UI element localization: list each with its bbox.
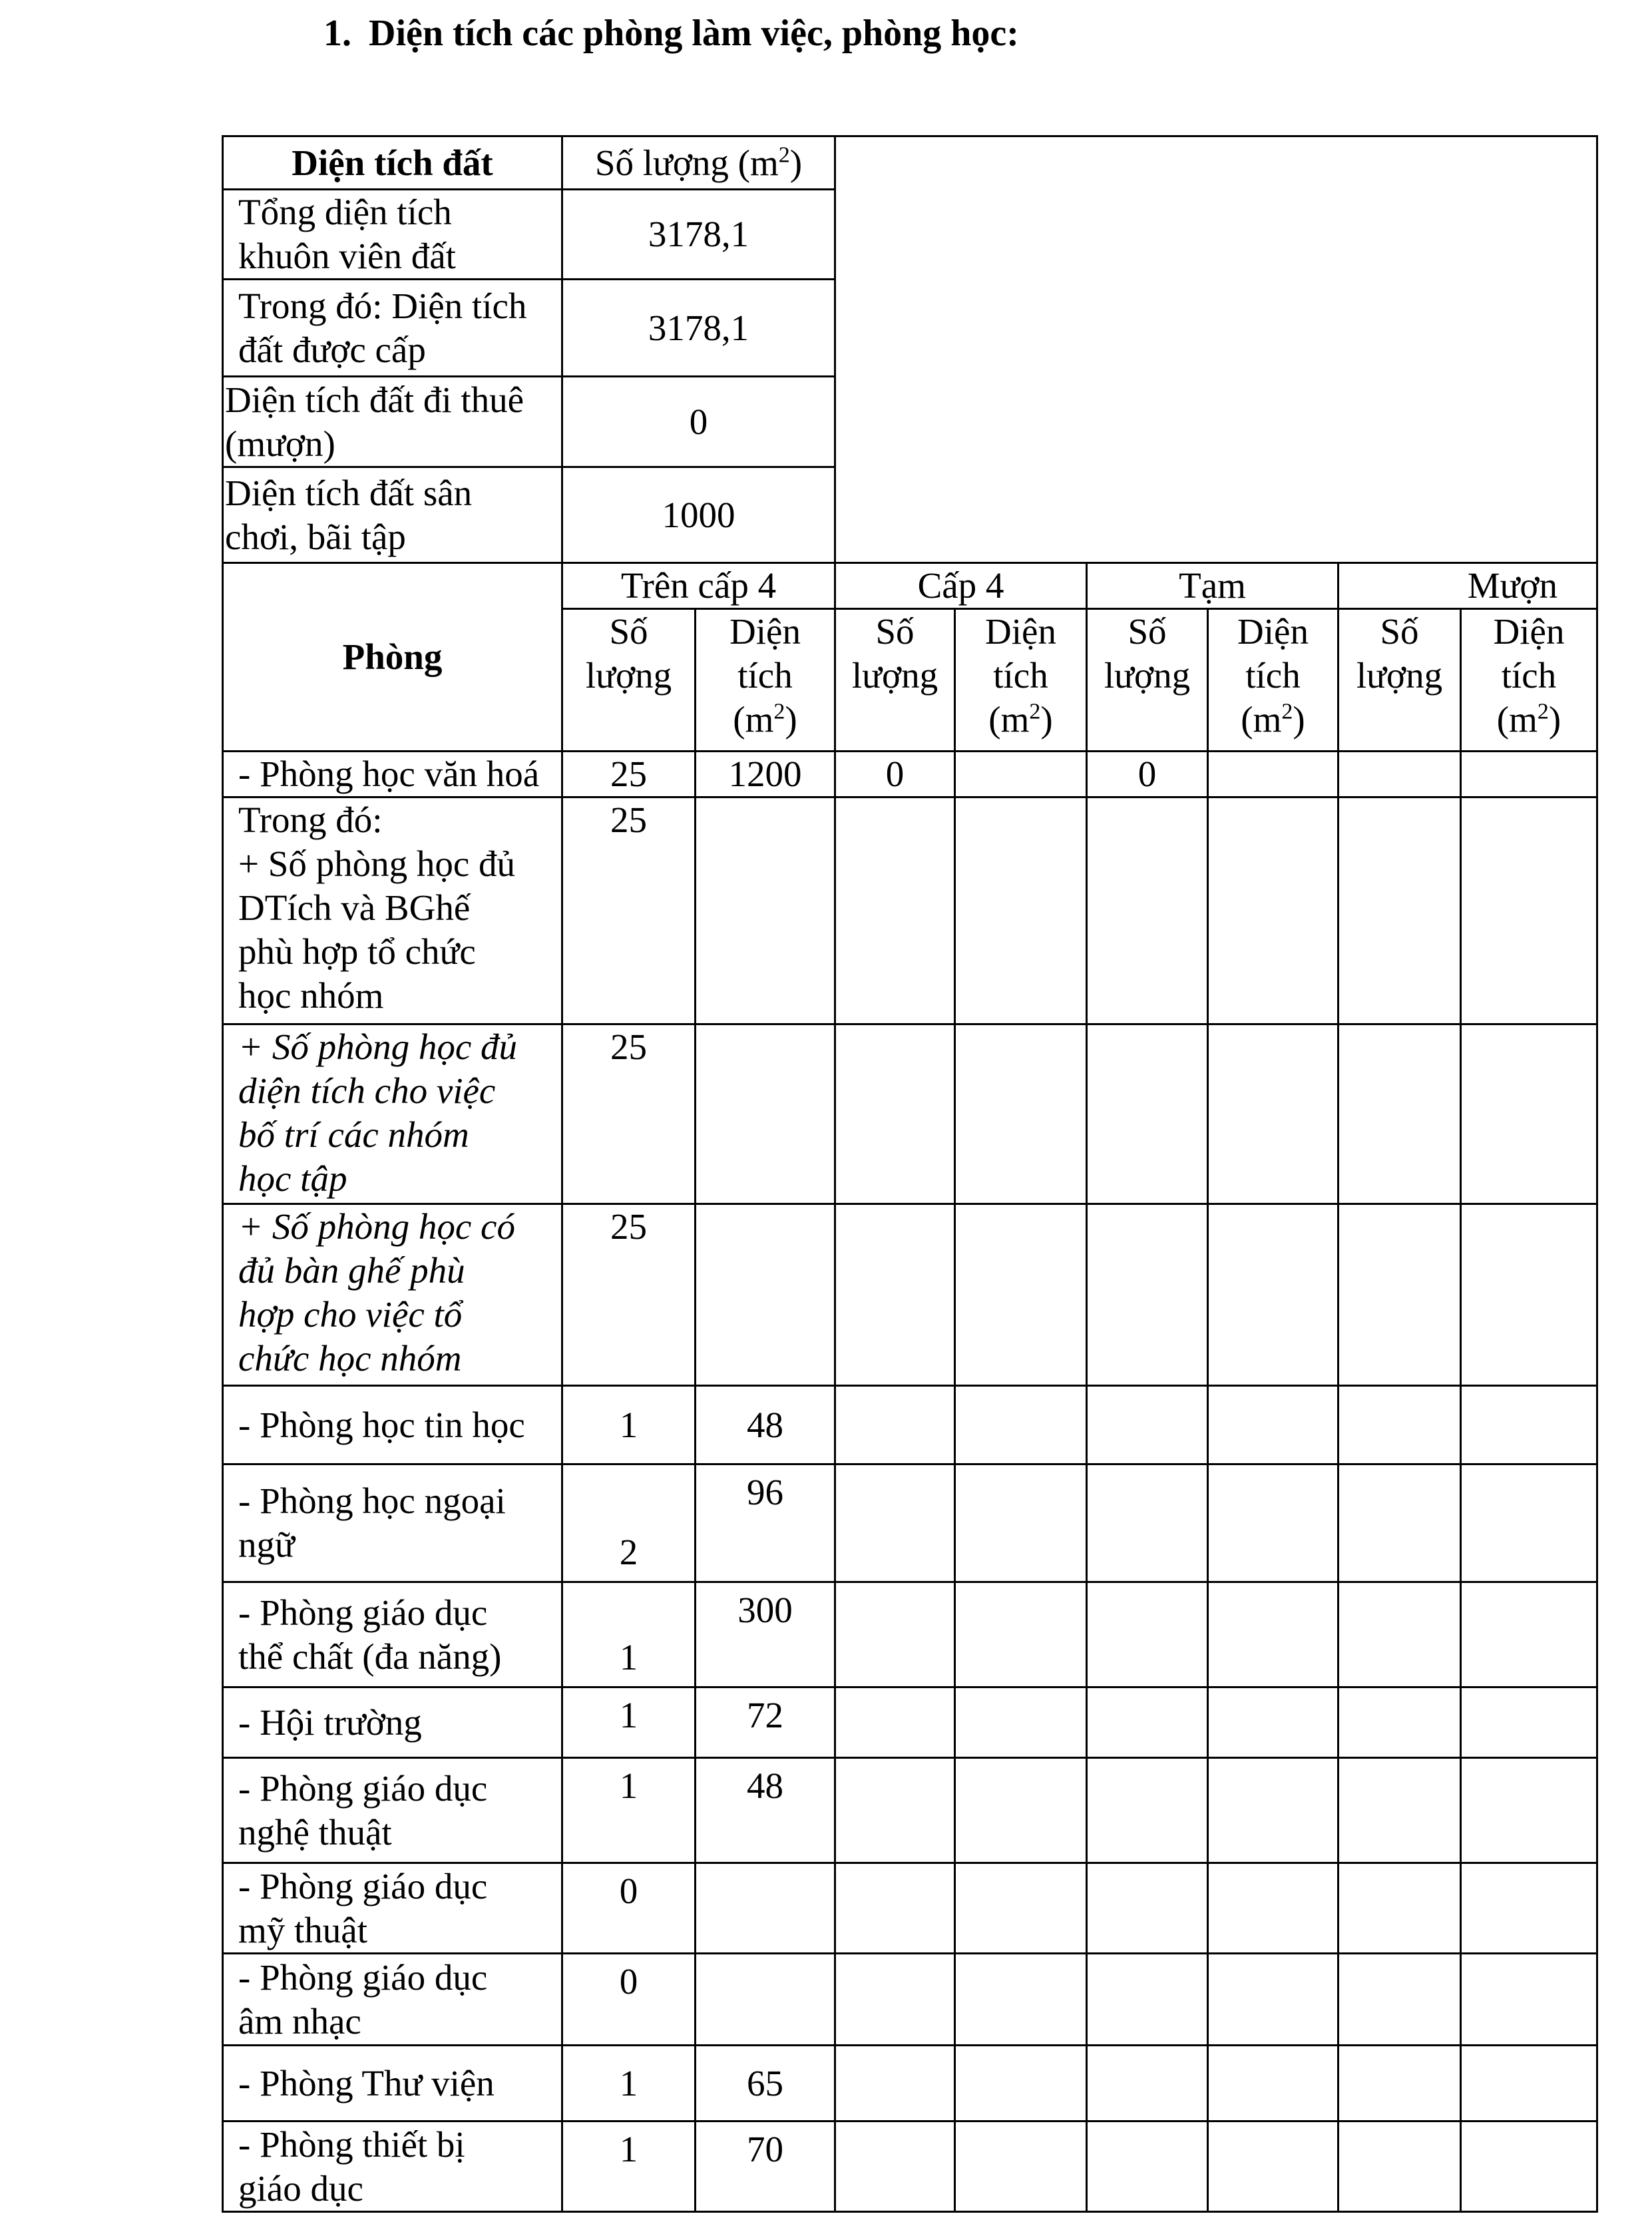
section-number: 1.: [323, 13, 351, 54]
room-count-cell: [1087, 797, 1208, 1024]
room-count-cell: [1339, 1204, 1461, 1386]
room-count-cell: 0: [1087, 752, 1208, 797]
room-area-cell: [1461, 1863, 1597, 1954]
land-blank-area: [835, 136, 1597, 563]
land-row-label-line: Diện tích đất đi thuê: [225, 379, 524, 420]
subheader-count-line: Số: [1380, 611, 1419, 652]
room-row-label-line: + Số phòng học đủ: [238, 843, 516, 884]
room-count-cell: [835, 1386, 955, 1464]
room-area-cell: 300: [696, 1582, 835, 1687]
subheader-area: [1461, 609, 1597, 752]
subheader-count: [1339, 609, 1461, 752]
room-count-cell: [1087, 1954, 1208, 2046]
room-area-cell: [696, 1863, 835, 1954]
room-row-label-line: bố trí các nhóm: [238, 1114, 469, 1155]
room-area-cell: 48: [696, 1758, 835, 1863]
room-area-cell: [696, 797, 835, 1024]
subheader-area-line: tích: [993, 655, 1048, 696]
room-row-label: [223, 1464, 562, 1582]
room-area-cell: [1208, 2121, 1339, 2212]
room-area-cell: [955, 797, 1087, 1024]
room-row-label-line: - Phòng giáo dục: [238, 1956, 488, 1998]
room-area-cell: [1461, 1954, 1597, 2046]
subheader-area-line: tích: [737, 655, 793, 696]
room-count-cell: [1339, 752, 1461, 797]
room-row: [223, 1758, 1597, 1863]
room-row-label-line: giáo dục: [238, 2167, 363, 2209]
room-count-cell: 25: [562, 1024, 696, 1204]
room-row-label-line: học nhóm: [238, 975, 384, 1016]
subheader-area-line: tích: [1245, 655, 1301, 696]
land-row-label-line: Tổng diện tích: [238, 192, 452, 232]
room-row-label-line: + Số phòng học đủ: [238, 1026, 518, 1067]
room-count-cell: [835, 1464, 955, 1582]
room-row: [223, 1386, 1597, 1464]
room-area-cell: 1200: [696, 752, 835, 797]
room-count-cell: [1339, 1758, 1461, 1863]
group-header-tam: Tạm: [1087, 563, 1339, 609]
room-area-cell: [955, 2121, 1087, 2212]
room-area-cell: [696, 1954, 835, 2046]
room-count-cell: 1: [562, 2121, 696, 2212]
room-row: [223, 1464, 1597, 1582]
room-row-label-line: đủ bàn ghế phù: [238, 1250, 465, 1291]
room-row-label-line: ngữ: [238, 1524, 295, 1565]
room-area-cell: [1461, 752, 1597, 797]
room-row-label: [223, 1204, 562, 1386]
subheader-count-line: Số: [1128, 611, 1167, 652]
room-area-cell: [1461, 1687, 1597, 1758]
room-count-cell: [835, 1954, 955, 2046]
room-count-cell: [1087, 1863, 1208, 1954]
room-row-label: [223, 752, 562, 797]
subheader-area: [696, 609, 835, 752]
subheader-count: [835, 609, 955, 752]
room-area-cell: [955, 2046, 1087, 2121]
room-header-label: Phòng: [223, 563, 562, 752]
room-row-label: [223, 2121, 562, 2212]
subheader-area-line: Diện: [1237, 611, 1309, 652]
room-area-cell: [955, 1758, 1087, 1863]
room-row: [223, 1582, 1597, 1687]
subheader-count-line: Số: [875, 611, 915, 652]
room-area-cell: [1461, 797, 1597, 1024]
room-count-cell: [835, 1024, 955, 1204]
room-count-cell: [1339, 1024, 1461, 1204]
room-area-cell: 65: [696, 2046, 835, 2121]
room-row-label-line: chức học nhóm: [238, 1338, 462, 1379]
land-header-value: Số lượng $(m^2)$: [562, 136, 835, 190]
room-area-cell: [955, 1863, 1087, 1954]
room-count-cell: 1: [562, 2046, 696, 2121]
room-area-cell: [1208, 1386, 1339, 1464]
room-count-cell: 1: [562, 1582, 696, 1687]
room-count-cell: 0: [562, 1954, 696, 2046]
room-count-cell: [1087, 1024, 1208, 1204]
room-row: [223, 2121, 1597, 2212]
room-row-label-line: thể chất (đa năng): [238, 1636, 502, 1677]
room-count-cell: [1339, 2121, 1461, 2212]
room-row-label: [223, 1758, 562, 1863]
room-area-cell: [1208, 1024, 1339, 1204]
room-count-cell: [835, 1758, 955, 1863]
room-row-label-line: - Phòng giáo dục: [238, 1592, 488, 1633]
group-header-tren-cap-4: Trên cấp 4: [562, 563, 835, 609]
room-area-cell: [1208, 1954, 1339, 2046]
room-area-cell: [1461, 1464, 1597, 1582]
room-area-cell: [1208, 1464, 1339, 1582]
room-row-label: [223, 1954, 562, 2046]
land-row-label-line: khuôn viên đất: [238, 236, 456, 276]
room-count-cell: [1087, 1758, 1208, 1863]
subheader-area-unit: $(m^2)$: [1496, 699, 1561, 740]
room-count-cell: [1339, 1954, 1461, 2046]
subheader-area-line: Diện: [729, 611, 801, 652]
room-row-label-line: Trong đó:: [238, 799, 383, 840]
room-row-label: [223, 1386, 562, 1464]
facilities-table: [222, 135, 1598, 2213]
room-row-label-line: nghệ thuật: [238, 1811, 392, 1853]
room-count-cell: [1339, 1582, 1461, 1687]
room-area-cell: [955, 1204, 1087, 1386]
room-count-cell: [1087, 1204, 1208, 1386]
room-row-label-line: âm nhạc: [238, 2000, 361, 2042]
land-row-value: 3178,1: [562, 280, 835, 377]
room-area-cell: [955, 1464, 1087, 1582]
room-count-cell: [1339, 2046, 1461, 2121]
room-row: [223, 2046, 1597, 2121]
room-count-cell: [1339, 1386, 1461, 1464]
subheader-count: [562, 609, 696, 752]
room-count-cell: [1339, 797, 1461, 1024]
subheader-area-unit: $(m^2)$: [733, 699, 797, 740]
subheader-area-line: tích: [1501, 655, 1557, 696]
room-group-header-row: [223, 563, 1597, 609]
room-count-cell: [835, 1863, 955, 1954]
room-row: [223, 1863, 1597, 1954]
room-row-label-line: phù hợp tổ chức: [238, 931, 476, 972]
room-area-cell: [1461, 1024, 1597, 1204]
subheader-count-line: lượng: [585, 655, 672, 696]
room-count-cell: [1087, 1582, 1208, 1687]
subheader-area: [1208, 609, 1339, 752]
room-area-cell: [955, 1386, 1087, 1464]
room-row: [223, 1024, 1597, 1204]
room-count-cell: 1: [562, 1758, 696, 1863]
land-row-label-line: đất được cấp: [238, 329, 426, 370]
room-count-cell: 2: [562, 1464, 696, 1582]
land-row-label: [223, 467, 562, 563]
room-count-cell: 25: [562, 752, 696, 797]
room-row-label: [223, 797, 562, 1024]
room-count-cell: [835, 2121, 955, 2212]
room-row-label-line: hợp cho việc tổ: [238, 1294, 463, 1335]
room-row: [223, 797, 1597, 1024]
subheader-area: [955, 609, 1087, 752]
room-area-cell: [1461, 1758, 1597, 1863]
land-row-label: [223, 377, 562, 467]
land-row-value: 3178,1: [562, 190, 835, 280]
room-count-cell: [1087, 1464, 1208, 1582]
land-row-value: 0: [562, 377, 835, 467]
room-area-cell: [955, 752, 1087, 797]
room-row-label-line: - Phòng thiết bị: [238, 2123, 465, 2165]
room-row: [223, 1204, 1597, 1386]
group-header-cap-4: Cấp 4: [835, 563, 1087, 609]
room-area-cell: [1461, 1582, 1597, 1687]
room-row-label: [223, 1863, 562, 1954]
land-row-label-line: (mượn): [225, 423, 335, 464]
room-area-cell: [1208, 797, 1339, 1024]
room-area-cell: [1208, 752, 1339, 797]
room-row-label: [223, 1024, 562, 1204]
room-count-cell: [1087, 1687, 1208, 1758]
land-row-label-line: chơi, bãi tập: [225, 516, 406, 557]
room-area-cell: [1208, 2046, 1339, 2121]
room-count-cell: [1339, 1464, 1461, 1582]
land-row-label-line: Diện tích đất sân: [225, 472, 473, 513]
room-area-cell: 70: [696, 2121, 835, 2212]
room-area-cell: 96: [696, 1464, 835, 1582]
room-area-cell: [1461, 1204, 1597, 1386]
room-count-cell: 1: [562, 1386, 696, 1464]
room-row-label: [223, 1687, 562, 1758]
room-row: [223, 752, 1597, 797]
room-area-cell: [696, 1024, 835, 1204]
room-area-cell: 48: [696, 1386, 835, 1464]
room-row-label: [223, 1582, 562, 1687]
section-heading: [323, 12, 1019, 55]
land-header-row: [223, 136, 1597, 190]
room-count-cell: [1087, 2046, 1208, 2121]
room-count-cell: [1087, 1386, 1208, 1464]
room-area-cell: [1208, 1863, 1339, 1954]
land-row-label: [223, 190, 562, 280]
room-count-cell: [835, 797, 955, 1024]
section-title: Diện tích các phòng làm việc, phòng học:: [369, 13, 1019, 54]
subheader-area-unit: $(m^2)$: [1241, 699, 1305, 740]
room-count-cell: 25: [562, 797, 696, 1024]
room-row-label-line: diện tích cho việc: [238, 1070, 496, 1111]
room-count-cell: [835, 1687, 955, 1758]
land-row-value: 1000: [562, 467, 835, 563]
room-row-label-line: học tập: [238, 1158, 347, 1199]
room-row-label-line: + Số phòng học có: [238, 1206, 515, 1247]
room-row-label-line: DTích và BGhế: [238, 887, 471, 928]
room-row-label-line: - Phòng học văn hoá: [238, 754, 540, 794]
room-area-cell: [1208, 1758, 1339, 1863]
room-area-cell: [1461, 2121, 1597, 2212]
subheader-count-line: lượng: [851, 655, 938, 696]
room-count-cell: 0: [562, 1863, 696, 1954]
land-row-label-line: Trong đó: Diện tích: [238, 285, 527, 326]
room-area-cell: [1461, 1386, 1597, 1464]
subheader-count-line: Số: [609, 611, 648, 652]
subheader-area-unit: $(m^2)$: [988, 699, 1053, 740]
room-row-label-line: - Phòng học tin học: [238, 1404, 525, 1445]
room-row-label-line: - Phòng học ngoại: [238, 1480, 506, 1521]
room-count-cell: [835, 1204, 955, 1386]
room-row: [223, 1687, 1597, 1758]
room-area-cell: [955, 1954, 1087, 2046]
room-count-cell: [835, 2046, 955, 2121]
room-count-cell: 0: [835, 752, 955, 797]
room-count-cell: 1: [562, 1687, 696, 1758]
room-row-label-line: mỹ thuật: [238, 1909, 368, 1950]
room-area-cell: [955, 1024, 1087, 1204]
room-area-cell: 72: [696, 1687, 835, 1758]
room-row-label-line: - Phòng giáo dục: [238, 1865, 488, 1906]
subheader-count-line: lượng: [1104, 655, 1191, 696]
subheader-area-line: Diện: [985, 611, 1056, 652]
room-row: [223, 1954, 1597, 2046]
room-area-cell: [1208, 1204, 1339, 1386]
room-count-cell: [1087, 2121, 1208, 2212]
land-row-label: [223, 280, 562, 377]
room-row-label-line: - Hội trường: [238, 1701, 422, 1743]
subheader-area-line: Diện: [1493, 611, 1565, 652]
land-header-label: Diện tích đất: [223, 136, 562, 190]
room-row-label-line: - Phòng giáo dục: [238, 1767, 488, 1809]
room-row-label-line: - Phòng Thư viện: [238, 2062, 495, 2104]
room-count-cell: [1339, 1863, 1461, 1954]
room-count-cell: [1339, 1687, 1461, 1758]
room-area-cell: [696, 1204, 835, 1386]
room-area-cell: [1208, 1582, 1339, 1687]
room-row-label: [223, 2046, 562, 2121]
subheader-count: [1087, 609, 1208, 752]
room-area-cell: [955, 1687, 1087, 1758]
room-count-cell: [835, 1582, 955, 1687]
room-area-cell: [1208, 1687, 1339, 1758]
room-area-cell: [1461, 2046, 1597, 2121]
group-header-muon: Mượn: [1339, 563, 1597, 609]
subheader-count-line: lượng: [1356, 655, 1443, 696]
room-area-cell: [955, 1582, 1087, 1687]
room-count-cell: 25: [562, 1204, 696, 1386]
